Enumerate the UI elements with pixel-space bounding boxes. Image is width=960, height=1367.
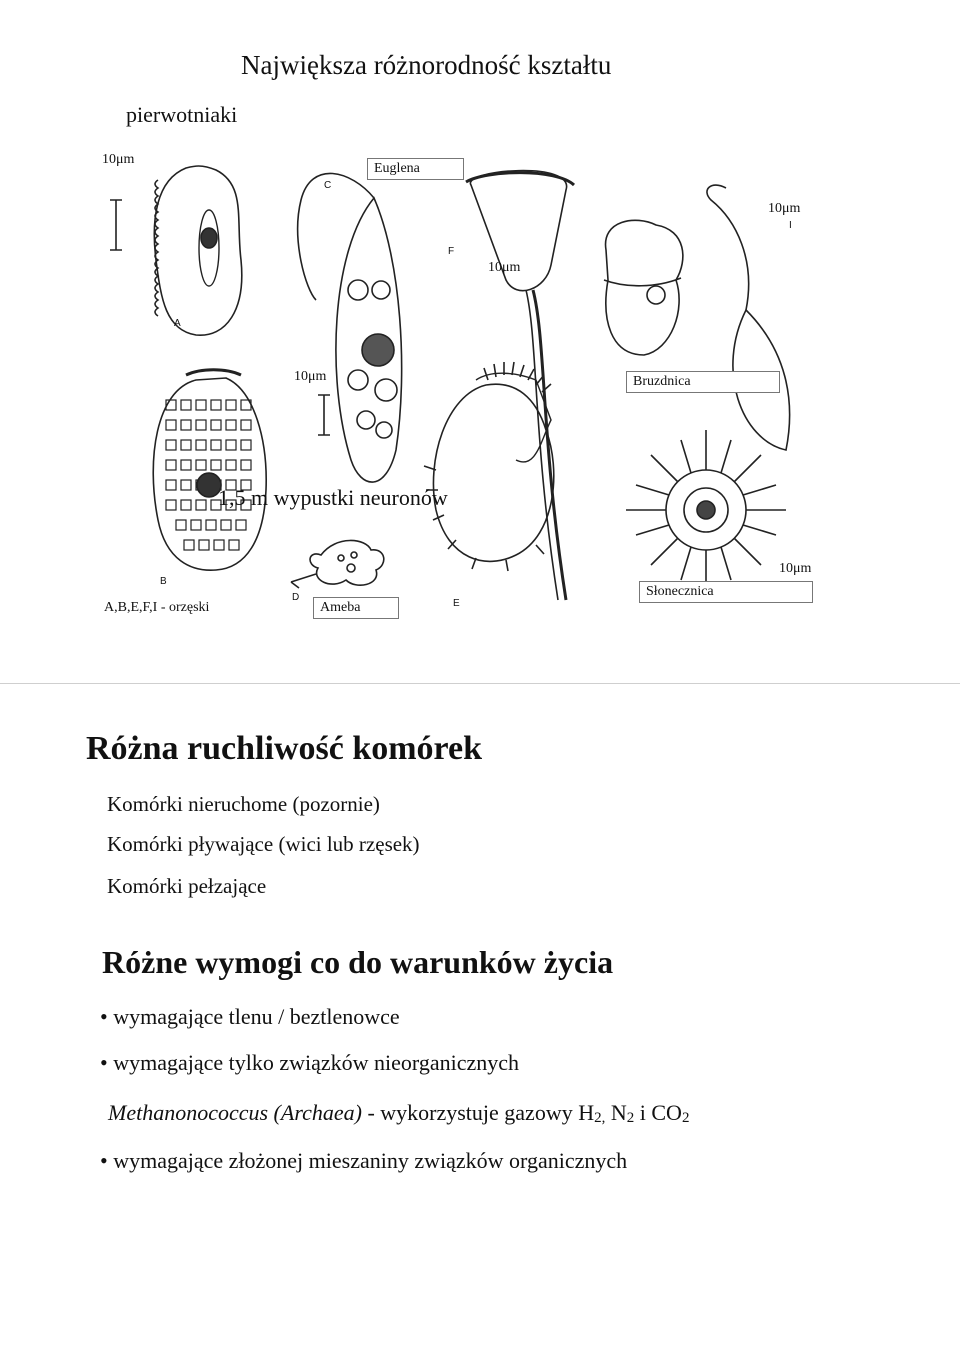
requirement-text-2: wymagające tylko związków nieorganicznych — [113, 1050, 520, 1075]
scale-label-4: 10μm — [294, 369, 327, 384]
requirement-bullet-1: • wymagające tlenu / beztlenowce — [100, 1004, 400, 1029]
letter-f: F — [448, 246, 455, 257]
requirement-bullet-3: • wymagające złożonej mieszaniny związków organicznych — [100, 1148, 628, 1173]
slide2-heading2: Różne wymogi co do warunków życia — [102, 944, 614, 980]
slide2-heading: Różna ruchliwość komórek — [86, 730, 483, 767]
organism-heliozoan-drawing — [626, 430, 786, 590]
organism-i-drawing — [707, 185, 790, 450]
methanococcus-line — [108, 1100, 689, 1127]
motility-item-3: Komórki pełzające — [107, 874, 267, 898]
label-slonecznica: Słonecznica — [639, 581, 813, 603]
h2-subscript: 2, — [594, 1110, 606, 1126]
scale-label-5: 10μm — [779, 561, 812, 576]
co-text: i CO — [634, 1100, 682, 1125]
organism-c-drawing — [298, 173, 402, 482]
scale-label-2: 10μm — [768, 201, 801, 216]
slide1-title: Największa różnorodność kształtu — [241, 50, 612, 80]
letter-e: E — [453, 598, 460, 609]
letter-d: D — [292, 592, 300, 603]
slide-divider — [0, 683, 960, 684]
methano-text: - wykorzystuje gazowy H — [361, 1100, 595, 1125]
organism-d-drawing — [291, 540, 384, 588]
requirement-text-1: wymagające tlenu / beztlenowce — [113, 1004, 400, 1029]
label-bruzdnica: Bruzdnica — [626, 371, 780, 393]
requirement-text-3: wymagające złożonej mieszaniny związków organicznych — [113, 1148, 628, 1173]
requirement-bullet-2: • wymagające tylko związków nieorganicznych — [100, 1050, 520, 1075]
scale-label-1: 10μm — [102, 152, 135, 167]
motility-item-1: Komórki nieruchome (pozornie) — [107, 792, 380, 816]
scale-label-3: 10μm — [488, 260, 521, 275]
label-euglena: Euglena — [367, 158, 464, 180]
n2-subscript: 2 — [626, 1110, 635, 1126]
motility-item-2: Komórki pływające (wici lub rzęsek) — [107, 832, 420, 856]
letter-i: I — [789, 220, 792, 231]
letter-c: C — [324, 180, 332, 191]
label-orzeski: A,B,E,F,I - orzęski — [104, 600, 210, 615]
letter-a: A — [174, 318, 181, 329]
organism-name: Methanonococcus (Archaea) — [108, 1100, 362, 1125]
label-neurons: 1,5 m wypustki neuronów — [218, 485, 448, 510]
organism-b-drawing — [153, 370, 266, 570]
letter-b: B — [160, 576, 167, 587]
organism-dinoflagellate-drawing — [604, 220, 683, 355]
organism-a-drawing — [110, 166, 242, 335]
organism-e-drawing — [424, 362, 554, 571]
protozoa-illustration — [96, 140, 818, 625]
co2-subscript: 2 — [681, 1110, 690, 1126]
n-text: N — [605, 1100, 627, 1125]
label-ameba: Ameba — [313, 597, 399, 619]
slide1-subtitle: pierwotniaki — [126, 102, 238, 127]
